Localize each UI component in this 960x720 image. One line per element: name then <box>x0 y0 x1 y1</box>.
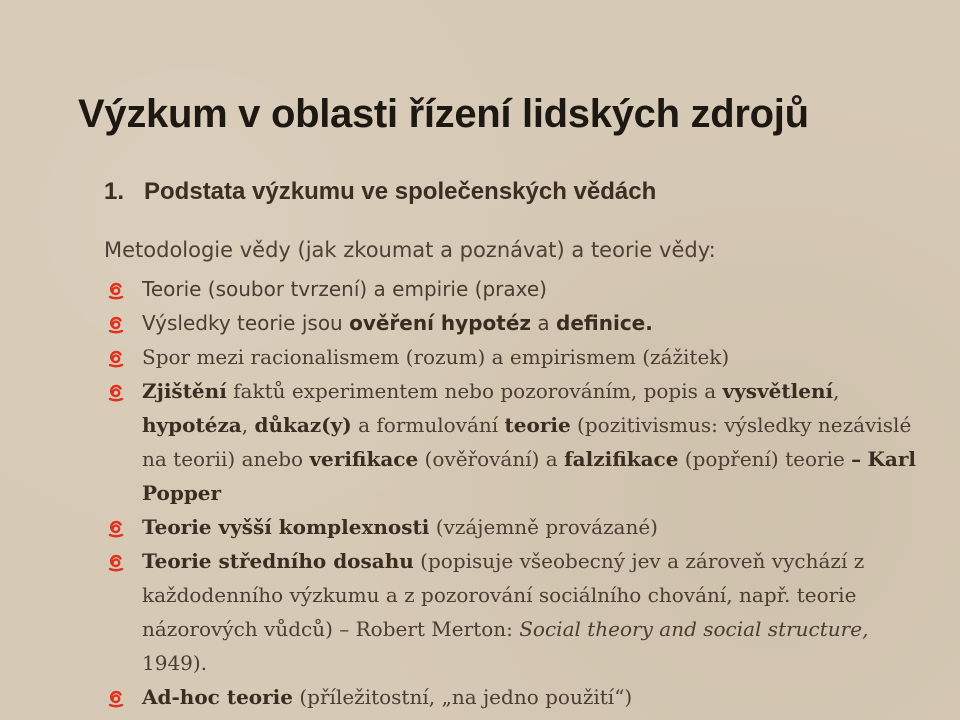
swirl-bullet-icon <box>104 549 128 573</box>
intro-text: Metodologie vědy (jak zkoumat a poznávat) a teorie vědy: <box>104 238 716 262</box>
list-item: Zjištění faktů experimentem nebo pozorováním, popis a vysvětlení, hypotéza, důkaz(y) a formulování teorie (pozitivismus: výsledky nezávislé na teorii) anebo verifikace (ověřování) a falzifikace (popření) teorie – Karl Popper <box>104 374 924 510</box>
section-heading-text: Podstata výzkumu ve společenských vědách <box>144 178 657 205</box>
list-item: Ad-hoc teorie (příležitostní, „na jedno použití“) <box>104 680 924 714</box>
list-item: Teorie (soubor tvrzení) a empirie (praxe) <box>104 272 924 306</box>
slide-title: Výzkum v oblasti řízení lidských zdrojů <box>78 92 809 136</box>
swirl-bullet-icon <box>104 379 128 403</box>
swirl-bullet-icon <box>104 345 128 369</box>
list-item: Teorie středního dosahu (popisuje všeobecný jev a zároveň vychází z každodenního výzkumu a z pozorování sociálního chování, např. teorie názorových vůdců) – Robert Merton: Social theory and social structure, 1949). <box>104 544 924 680</box>
swirl-bullet-icon <box>104 685 128 709</box>
swirl-bullet-icon <box>104 277 128 301</box>
list-item: Spor mezi racionalismem (rozum) a empirismem (zážitek) <box>104 340 924 374</box>
list-item: Teorie vyšší komplexnosti (vzájemně provázané) <box>104 510 924 544</box>
swirl-bullet-icon <box>104 311 128 335</box>
swirl-bullet-icon <box>104 515 128 539</box>
bullet-list <box>104 272 924 714</box>
section-heading <box>104 178 656 206</box>
list-item: Výsledky teorie jsou ověření hypotéz a definice. <box>104 306 924 340</box>
section-number: 1. <box>104 178 125 205</box>
